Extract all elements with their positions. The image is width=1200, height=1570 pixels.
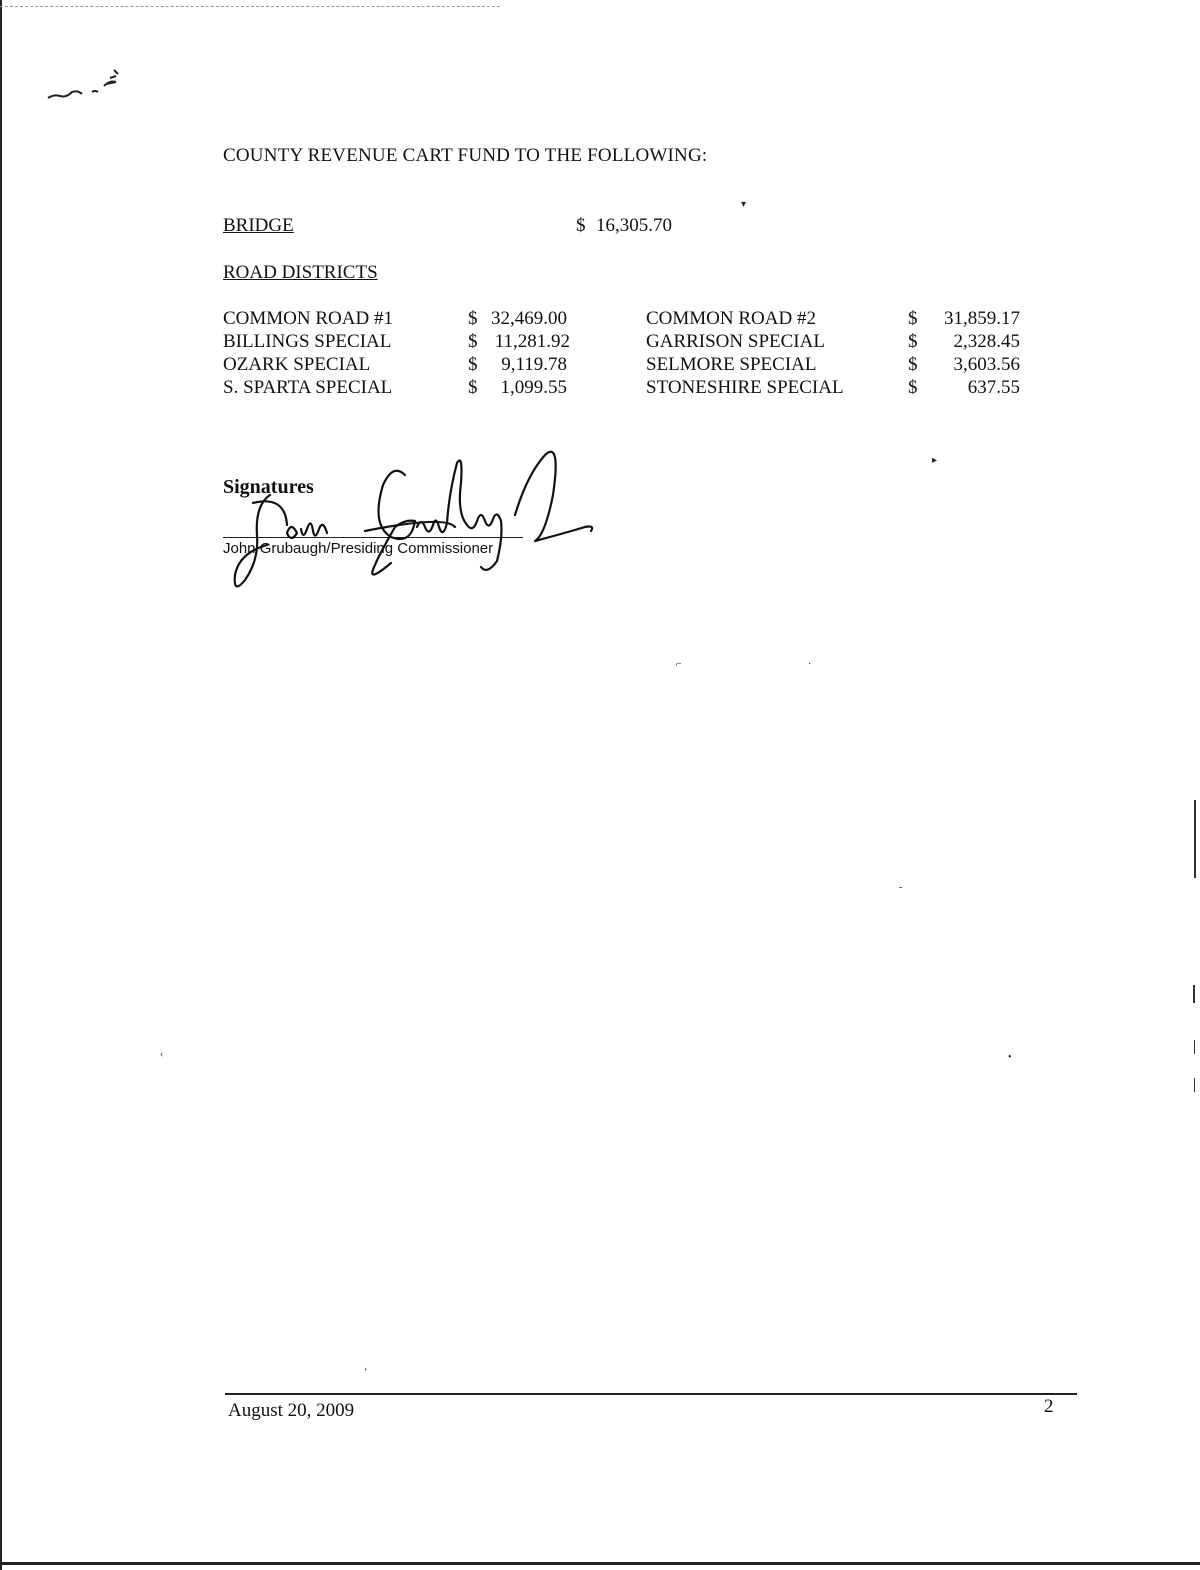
district-currency: $	[468, 331, 478, 352]
district-amount: 1,099.55	[500, 377, 567, 398]
district-amount: 11,281.92	[494, 331, 570, 352]
bridge-label: BRIDGE	[223, 215, 294, 236]
signatures-heading: Signatures	[223, 476, 314, 498]
scan-edge-top	[0, 6, 500, 8]
district-amount: 32,469.00	[491, 308, 567, 329]
scan-mark-right	[1194, 1078, 1195, 1092]
bridge-currency: $	[576, 215, 586, 236]
footer-date: August 20, 2009	[228, 1400, 355, 1421]
district-name: S. SPARTA SPECIAL	[223, 377, 393, 398]
scan-speck: ʻ	[364, 1367, 368, 1378]
district-currency: $	[468, 354, 478, 375]
district-name: SELMORE SPECIAL	[646, 354, 817, 375]
table-row	[223, 331, 583, 354]
scan-edge-left	[0, 0, 2, 1570]
table-row	[223, 377, 583, 400]
district-name: COMMON ROAD #1	[223, 308, 393, 329]
scan-speck: ⌐	[676, 659, 682, 670]
district-name: GARRISON SPECIAL	[646, 331, 825, 352]
district-name: STONESHIRE SPECIAL	[646, 377, 844, 398]
scan-mark-right	[1194, 800, 1196, 878]
scan-speck: ▸	[932, 455, 938, 466]
table-row	[223, 308, 583, 331]
scan-scribble-icon	[44, 62, 134, 107]
bridge-amount: 16,305.70	[596, 215, 672, 236]
table-row	[223, 354, 583, 377]
scan-speck: -	[899, 882, 903, 893]
district-amount: 9,119.78	[501, 354, 567, 375]
scan-speck: ‹	[160, 1049, 164, 1060]
district-currency: $	[468, 308, 478, 329]
district-amount: 637.55	[967, 377, 1020, 398]
road-districts-heading: ROAD DISTRICTS	[223, 262, 378, 283]
footer-rule	[225, 1393, 1077, 1395]
district-currency: $	[908, 331, 918, 352]
scan-speck: ·	[808, 659, 812, 670]
table-row	[646, 308, 1026, 331]
page-number: 2	[1044, 1396, 1054, 1417]
district-currency: $	[908, 354, 918, 375]
scan-edge-bottom	[0, 1562, 1200, 1565]
district-amount: 31,859.17	[944, 308, 1020, 329]
table-row	[646, 354, 1026, 377]
scan-mark-right	[1193, 985, 1195, 1003]
district-name: COMMON ROAD #2	[646, 308, 816, 329]
district-amount: 2,328.45	[953, 331, 1020, 352]
scan-mark-right	[1194, 1040, 1195, 1054]
signer-name: John Grubaugh/Presiding Commissioner	[223, 540, 494, 557]
table-row	[646, 331, 1026, 354]
district-currency: $	[908, 377, 918, 398]
table-row	[646, 377, 1026, 400]
district-name: OZARK SPECIAL	[223, 354, 371, 375]
page-title: COUNTY REVENUE CART FUND TO THE FOLLOWING:	[223, 145, 708, 166]
district-currency: $	[468, 377, 478, 398]
scan-speck: •	[1008, 1052, 1012, 1063]
scan-speck: ▾	[741, 199, 747, 210]
district-currency: $	[908, 308, 918, 329]
district-amount: 3,603.56	[953, 354, 1020, 375]
district-name: BILLINGS SPECIAL	[223, 331, 392, 352]
handwritten-signature-icon	[215, 435, 605, 595]
